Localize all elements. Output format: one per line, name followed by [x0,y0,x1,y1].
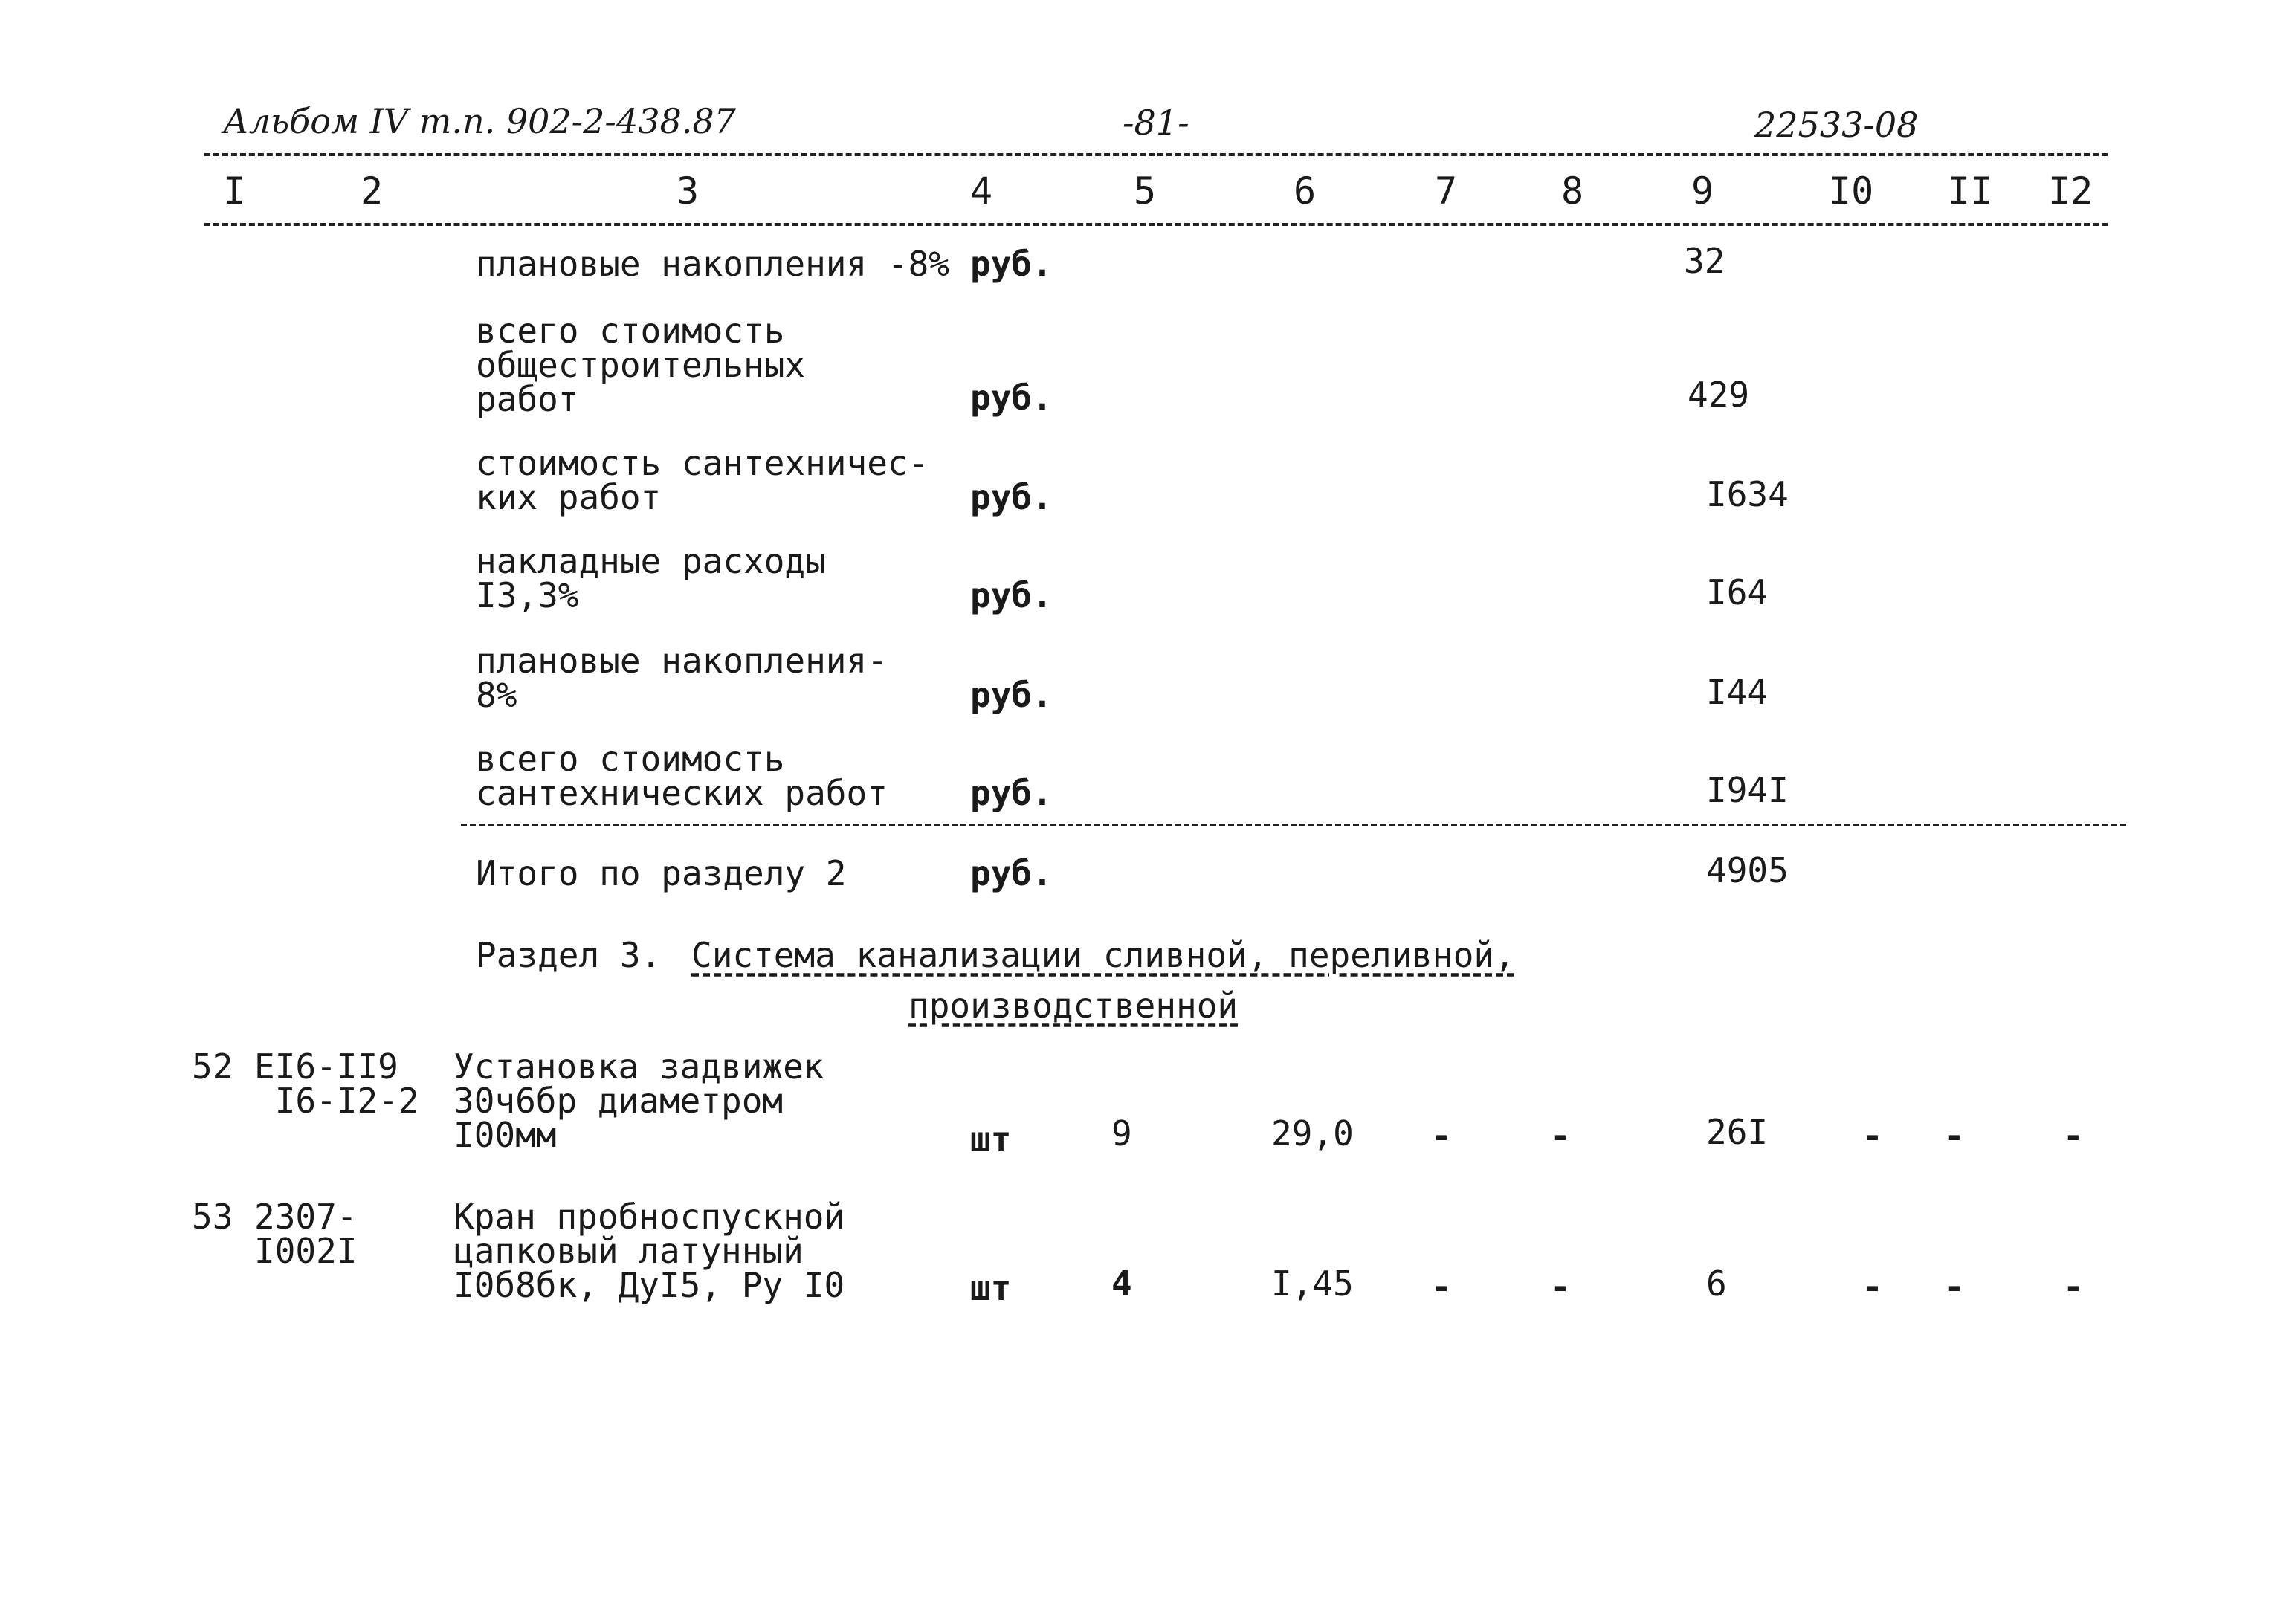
item-number: 53 [192,1197,233,1237]
item-col11: - [1944,1116,1965,1156]
summary-value: I634 [1706,474,1789,514]
item-col10: - [1862,1266,1883,1307]
summary-unit: руб. [970,244,1053,284]
item-total: 6 [1706,1264,1727,1304]
column-header-3: 3 [676,169,700,213]
total-label: Итого по разделу 2 [476,853,847,893]
item-unit: шт [970,1119,1012,1159]
summary-unit: руб. [970,477,1053,517]
column-header-11: II [1948,169,1993,213]
summary-unit: руб. [970,675,1053,715]
summary-value: I94I [1706,770,1789,810]
summary-label: всего стоимость сантехнических работ [476,739,888,813]
item-unit: шт [970,1268,1012,1308]
item-quantity: 4 [1111,1264,1132,1304]
summary-label: накладные расходы I3,3% [476,541,826,615]
summary-unit: руб. [970,575,1053,615]
page-number: -81- [1123,103,1189,143]
item-price: I,45 [1271,1264,1354,1304]
header-divider [204,223,2108,226]
item-code: 2307- I002I [254,1197,358,1271]
item-col8: - [1550,1116,1571,1156]
column-header-6: 6 [1294,169,1317,213]
item-name: Кран пробноспускной цапковый латунный I0б8бк, ДуI5, Ру I0 [453,1197,845,1305]
summary-unit: руб. [970,773,1053,813]
item-col7: - [1431,1116,1452,1156]
item-col12: - [2063,1266,2084,1307]
item-code: EI6-II9 I6-I2-2 [254,1046,419,1121]
section-title-line1: Система канализации сливной, переливной, [691,935,1515,975]
summary-value: 32 [1684,241,1725,281]
item-col11: - [1944,1266,1965,1307]
column-header-8: 8 [1561,169,1584,213]
item-total: 26I [1706,1112,1769,1152]
column-header-10: I0 [1829,169,1874,213]
column-header-9: 9 [1691,169,1714,213]
summary-label: плановые накопления -8% [476,244,949,284]
item-number: 52 [192,1046,233,1087]
item-col7: - [1431,1266,1452,1307]
item-col8: - [1550,1266,1571,1307]
summary-unit: руб. [970,378,1053,418]
column-header-5: 5 [1134,169,1157,213]
section-prefix: Раздел 3. [476,935,662,975]
column-header-12: I2 [2048,169,2093,213]
item-col10: - [1862,1116,1883,1156]
summary-label: стоимость сантехничес- ких работ [476,443,929,517]
document-code: 22533-08 [1754,105,1919,145]
item-name: Установка задвижек 30ч6бр диаметром I00мм [453,1046,824,1155]
item-col12: - [2063,1116,2084,1156]
total-unit: руб. [970,853,1053,893]
summary-value: 429 [1688,375,1750,415]
item-quantity: 9 [1111,1113,1132,1154]
total-value: 4905 [1706,850,1789,890]
summary-value: I44 [1706,672,1769,712]
top-divider [204,153,2108,156]
album-reference: Альбом IV т.п. 902-2-438.87 [223,101,736,141]
section-title-line2: производственной [908,986,1239,1026]
column-header-7: 7 [1435,169,1458,213]
summary-value: I64 [1706,572,1769,612]
summary-label: всего стоимость общестроительных работ [476,311,806,419]
item-price: 29,0 [1271,1113,1354,1154]
total-divider [461,824,2126,826]
column-header-1: I [223,169,246,213]
summary-label: плановые накопления- 8% [476,641,888,715]
column-header-4: 4 [970,169,993,213]
column-header-2: 2 [361,169,384,213]
